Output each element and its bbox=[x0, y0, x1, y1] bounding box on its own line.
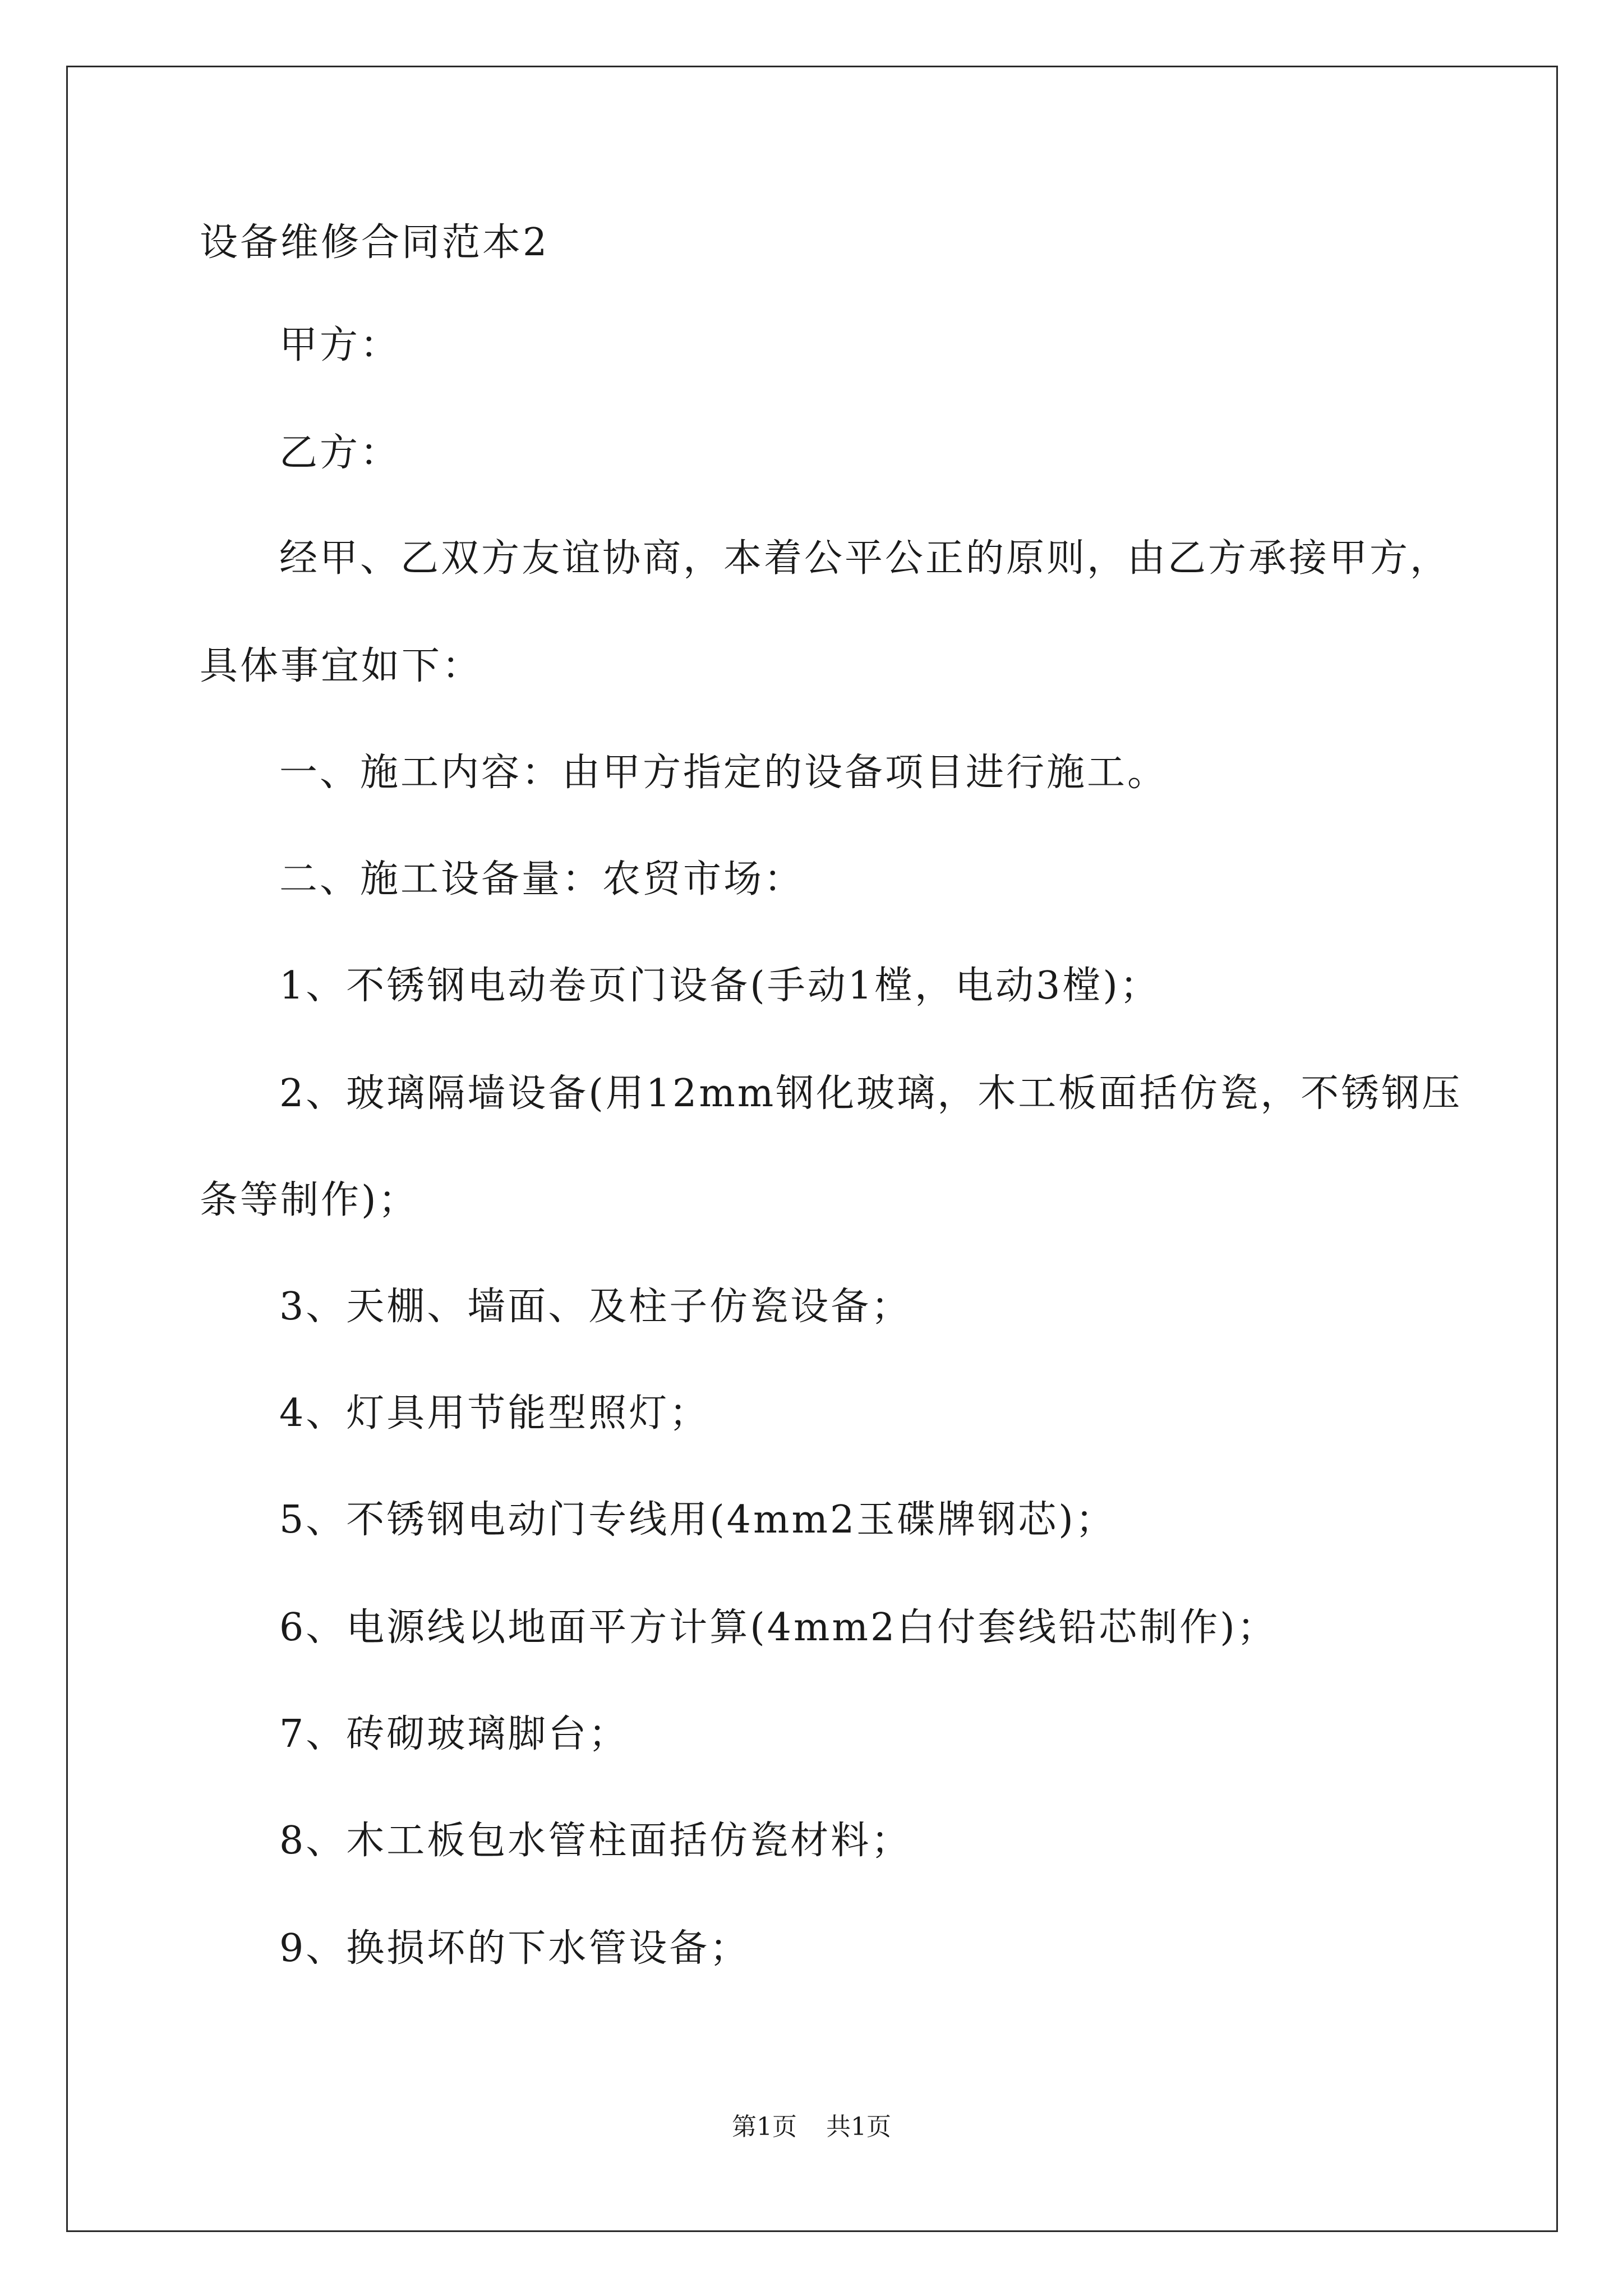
page-footer bbox=[0, 2110, 1623, 2144]
list-item-4: 4、灯具用节能型照灯； bbox=[279, 1391, 710, 1435]
page-number: 第1页 bbox=[732, 2113, 797, 2141]
paragraph-section-2: 二、施工设备量：农贸市场： bbox=[279, 857, 805, 901]
page-border bbox=[66, 66, 1558, 2232]
paragraph-section-1: 一、施工内容：由甲方指定的设备项目进行施工。 bbox=[279, 751, 1168, 795]
page-total: 共1页 bbox=[826, 2113, 891, 2141]
list-item-3: 3、天棚、墙面、及柱子仿瓷设备； bbox=[279, 1285, 912, 1329]
list-item-2-continued: 条等制作)； bbox=[200, 1178, 419, 1222]
list-item-8: 8、木工板包水管柱面括仿瓷材料； bbox=[279, 1819, 912, 1863]
paragraph-intro: 经甲、乙双方友谊协商，本着公平公正的原则，由乙方承接甲方， bbox=[279, 536, 1451, 581]
list-item-6: 6、电源线以地面平方计算(4mm2白付套线铅芯制作)； bbox=[279, 1605, 1278, 1650]
document-title: 设备维修合同范本2 bbox=[200, 220, 550, 265]
list-item-7: 7、砖砌玻璃脚台； bbox=[279, 1712, 629, 1756]
list-item-9: 9、换损坏的下水管设备； bbox=[279, 1926, 750, 1971]
list-item-2: 2、玻璃隔墙设备(用12mm钢化玻璃，木工板面括仿瓷，不锈钢压 bbox=[279, 1071, 1463, 1116]
list-item-5: 5、不锈钢电动门专线用(4mm2玉碟牌钢芯)； bbox=[279, 1498, 1116, 1542]
paragraph-party-b: 乙方： bbox=[279, 431, 401, 475]
list-item-1: 1、不锈钢电动卷页门设备(手动1樘，电动3樘)； bbox=[279, 964, 1160, 1008]
paragraph-intro-continued: 具体事宜如下： bbox=[200, 644, 483, 688]
paragraph-party-a: 甲方： bbox=[279, 323, 401, 367]
